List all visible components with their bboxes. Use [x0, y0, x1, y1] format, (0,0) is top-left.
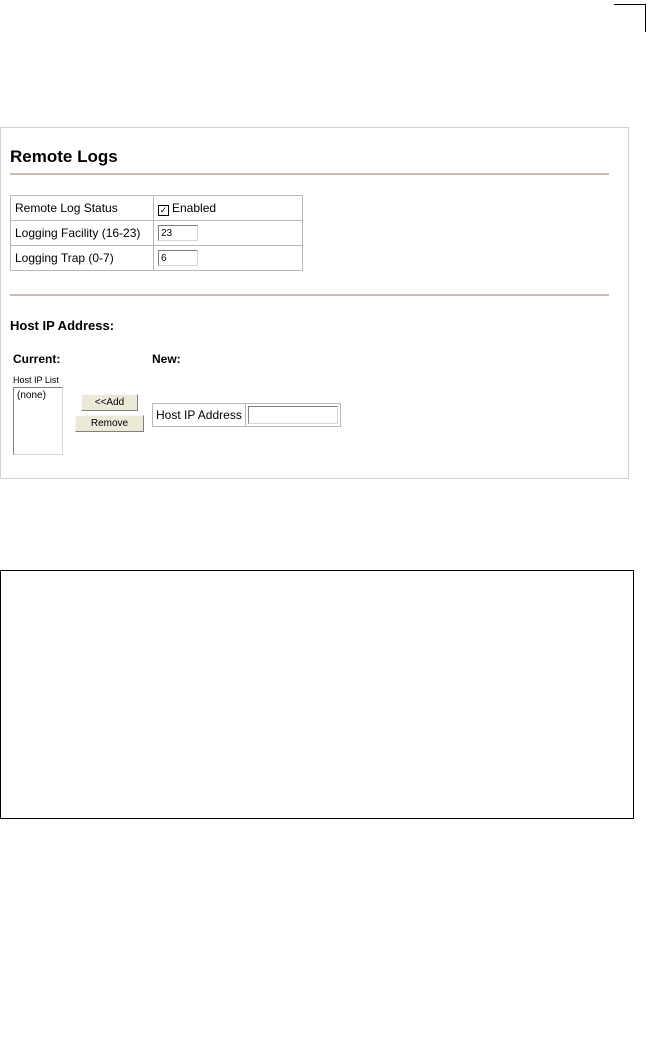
- section-divider: [10, 294, 609, 296]
- logging-trap-input[interactable]: 6: [158, 250, 198, 266]
- title-divider: [10, 173, 609, 175]
- logging-facility-input[interactable]: 23: [158, 225, 198, 241]
- remove-button[interactable]: Remove: [75, 415, 144, 432]
- host-ip-list[interactable]: [13, 387, 63, 455]
- list-item[interactable]: (none): [17, 390, 46, 401]
- remote-logs-panel: [0, 127, 629, 479]
- enabled-checkbox[interactable]: ✓: [159, 204, 168, 215]
- enabled-checkbox-label: Enabled: [172, 200, 217, 215]
- logging-facility-label: Logging Facility (16-23): [11, 221, 154, 246]
- logging-trap-label: Logging Trap (0-7): [11, 246, 154, 271]
- logging-facility-cell: [154, 221, 303, 246]
- new-heading: New:: [152, 352, 181, 366]
- current-heading: Current:: [13, 352, 61, 366]
- add-button[interactable]: <<Add: [81, 394, 138, 411]
- host-ip-list-label: Host IP List: [13, 375, 59, 385]
- table-row: [11, 221, 303, 246]
- logging-trap-cell: [154, 246, 303, 271]
- host-ip-address-input[interactable]: [248, 406, 338, 424]
- table-row: [11, 246, 303, 271]
- remote-log-settings-table: [10, 195, 303, 271]
- remote-log-status-label: Remote Log Status: [11, 196, 154, 221]
- remote-log-status-cell: [154, 196, 303, 221]
- host-ip-heading: Host IP Address:: [10, 318, 115, 333]
- empty-content-frame: [0, 570, 634, 819]
- host-ip-address-label: Host IP Address: [153, 404, 246, 426]
- page-title: Remote Logs: [10, 147, 118, 166]
- table-row: [11, 196, 303, 221]
- page-corner-mark: [614, 4, 646, 32]
- new-host-ip-row: [152, 403, 341, 427]
